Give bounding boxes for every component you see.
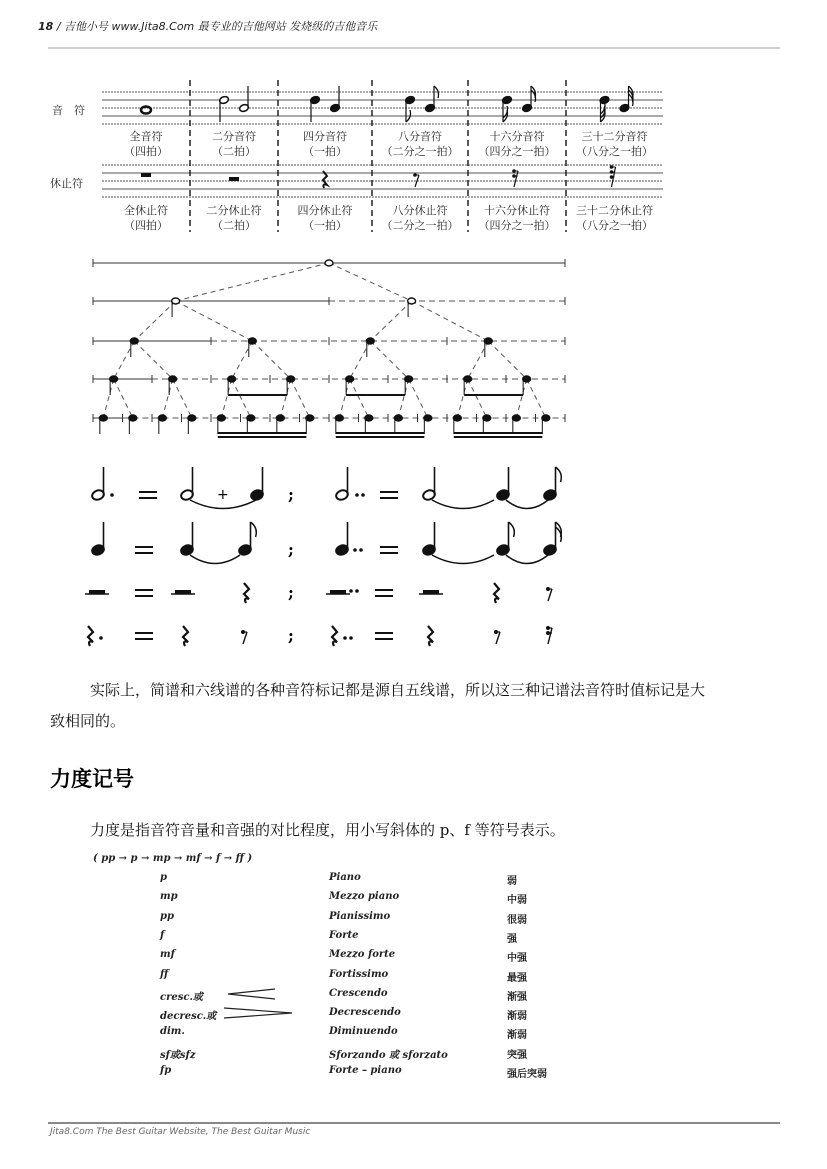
note-beats-label: （四分之一拍） xyxy=(478,145,556,158)
dynamic-term: Mezzo piano xyxy=(329,891,400,903)
rest-name-label: 二分休止符 xyxy=(206,204,262,217)
note-flag xyxy=(509,522,515,537)
dynamic-symbol: ff xyxy=(160,968,169,980)
note-name-label: 十六分音符 xyxy=(489,130,545,143)
augmentation-dot xyxy=(355,589,359,593)
note-beats-label: （四拍） xyxy=(124,145,168,158)
dynamic-meaning: 渐弱 xyxy=(507,1011,527,1023)
decrescendo-hairpin-icon xyxy=(224,1006,294,1020)
rest-name-label: 十六分休止符 xyxy=(484,204,550,217)
dynamics-sequence: ( pp → p → mp → mf → f → ff ) xyxy=(93,853,253,864)
semicolon: ; xyxy=(288,626,294,645)
rest-beats-label: （一拍） xyxy=(303,219,347,232)
tie-icon xyxy=(432,555,494,564)
note-name-label: 二分音符 xyxy=(212,130,256,143)
dynamic-term: Piano xyxy=(329,872,361,883)
quarter-rest-icon xyxy=(494,583,499,603)
dynamic-meaning: 很弱 xyxy=(507,914,527,926)
dynamic-term: Pianissimo xyxy=(329,910,391,922)
dynamic-term: Diminuendo xyxy=(329,1026,398,1038)
rests-row-label: 休止符 xyxy=(50,177,83,190)
augmentation-dot xyxy=(110,493,114,497)
page-number: 18 xyxy=(38,20,54,33)
crescendo-hairpin-icon xyxy=(225,987,295,1001)
rest-beats-label: （四拍） xyxy=(124,219,168,232)
dynamic-term: Forte xyxy=(329,929,359,941)
rest-beats-label: （八分之一拍） xyxy=(576,219,653,232)
tie-icon xyxy=(190,555,240,564)
tie-icon xyxy=(506,555,548,564)
dynamic-meaning: 中弱 xyxy=(507,895,527,907)
augmentation-dot xyxy=(355,493,359,497)
dynamic-symbol: pp xyxy=(160,910,174,922)
quarter-rest-icon xyxy=(428,626,433,646)
augmentation-dot xyxy=(361,493,365,497)
note-beats-label: （八分之一拍） xyxy=(576,145,653,158)
note-flag xyxy=(251,522,257,537)
note-beats-label: （二分之一拍） xyxy=(381,145,459,158)
dynamic-meaning: 弱 xyxy=(507,876,517,887)
augmentation-dot xyxy=(349,636,353,640)
note-name-label: 八分音符 xyxy=(398,130,442,143)
tie-icon xyxy=(506,500,548,509)
rest-name-label: 四分休止符 xyxy=(297,204,353,217)
paragraph-2: 力度是指音符音量和音强的对比程度，用小写斜体的 p、f 等符号表示。 xyxy=(90,821,565,839)
dynamic-symbol: fp xyxy=(160,1065,172,1076)
footer-divider xyxy=(48,1122,780,1124)
header-text: / 吉他小号 www.Jita8.Com 最专业的吉他网站 发烧级的吉他音乐 xyxy=(56,20,378,33)
rest-beats-label: （二拍） xyxy=(212,219,256,232)
plus-sign: + xyxy=(217,487,229,503)
paragraph-line-1: 实际上，简谱和六线谱的各种音符标记都是源自五线谱，所以这三种记谱法音符时值标记是大 xyxy=(90,681,706,699)
semicolon: ; xyxy=(288,540,294,559)
dynamic-symbol: cresc.或 xyxy=(160,991,203,1003)
dynamic-meaning: 强后突弱 xyxy=(507,1069,547,1080)
dynamic-term: Decrescendo xyxy=(329,1007,401,1019)
dynamic-meaning: 最强 xyxy=(507,972,527,984)
dynamic-meaning: 中强 xyxy=(507,953,527,965)
rest-name-label: 全休止符 xyxy=(124,204,168,217)
dynamic-term: Forte – piano xyxy=(329,1065,402,1076)
dynamic-symbol: decresc.或 xyxy=(160,1011,217,1023)
dynamic-meaning: 强 xyxy=(507,933,517,945)
dynamic-term: Fortissimo xyxy=(329,968,389,980)
note-name-label: 四分音符 xyxy=(303,130,347,143)
quarter-rest-icon xyxy=(244,583,249,603)
note-beats-label: （一拍） xyxy=(303,145,347,158)
quarter-rest-icon xyxy=(332,626,337,646)
augmentation-dot xyxy=(349,589,353,593)
augmentation-dot xyxy=(359,548,363,552)
page-footer: Jita8.Com The Best Guitar Website, The Best Guitar Music xyxy=(50,1127,311,1137)
rest-name-label: 八分休止符 xyxy=(392,204,448,217)
note-beats-label: （二拍） xyxy=(212,145,256,158)
augmentation-dot xyxy=(343,636,347,640)
dynamic-meaning: 突强 xyxy=(507,1049,527,1061)
rest-beats-label: （四分之一拍） xyxy=(478,219,556,232)
dynamic-symbol: dim. xyxy=(160,1026,185,1038)
notes-row-label: 音 符 xyxy=(52,104,85,117)
dynamic-symbol: p xyxy=(160,872,167,883)
rest-beats-label: （二分之一拍） xyxy=(381,219,459,232)
dynamic-term: Crescendo xyxy=(329,987,388,999)
note-flag xyxy=(556,467,562,482)
dynamic-meaning: 渐强 xyxy=(507,991,527,1003)
augmentation-dot xyxy=(353,548,357,552)
dynamic-symbol: f xyxy=(160,929,165,941)
semicolon: ; xyxy=(288,583,294,602)
dynamic-term: Mezzo forte xyxy=(329,949,396,961)
paragraph-line-2: 致相同的。 xyxy=(50,712,126,730)
tie-icon xyxy=(432,500,494,509)
dynamic-symbol: mf xyxy=(160,949,175,961)
dynamic-symbol: mp xyxy=(160,891,178,903)
note-name-label: 三十二分音符 xyxy=(581,130,648,143)
section-title: 力度记号 xyxy=(50,767,134,791)
sixteenth-rest-icon xyxy=(548,628,552,644)
rest-name-label: 三十二分休止符 xyxy=(576,204,653,217)
dynamic-meaning: 渐弱 xyxy=(507,1030,527,1042)
quarter-rest-icon xyxy=(183,626,188,646)
dynamic-term: Sforzando 或 sforzato xyxy=(329,1049,448,1061)
augmentation-dot xyxy=(99,636,103,640)
note-name-label: 全音符 xyxy=(129,130,163,143)
dynamic-symbol: sf或sfz xyxy=(160,1049,196,1061)
quarter-rest-icon xyxy=(88,626,93,646)
semicolon: ; xyxy=(288,485,294,504)
